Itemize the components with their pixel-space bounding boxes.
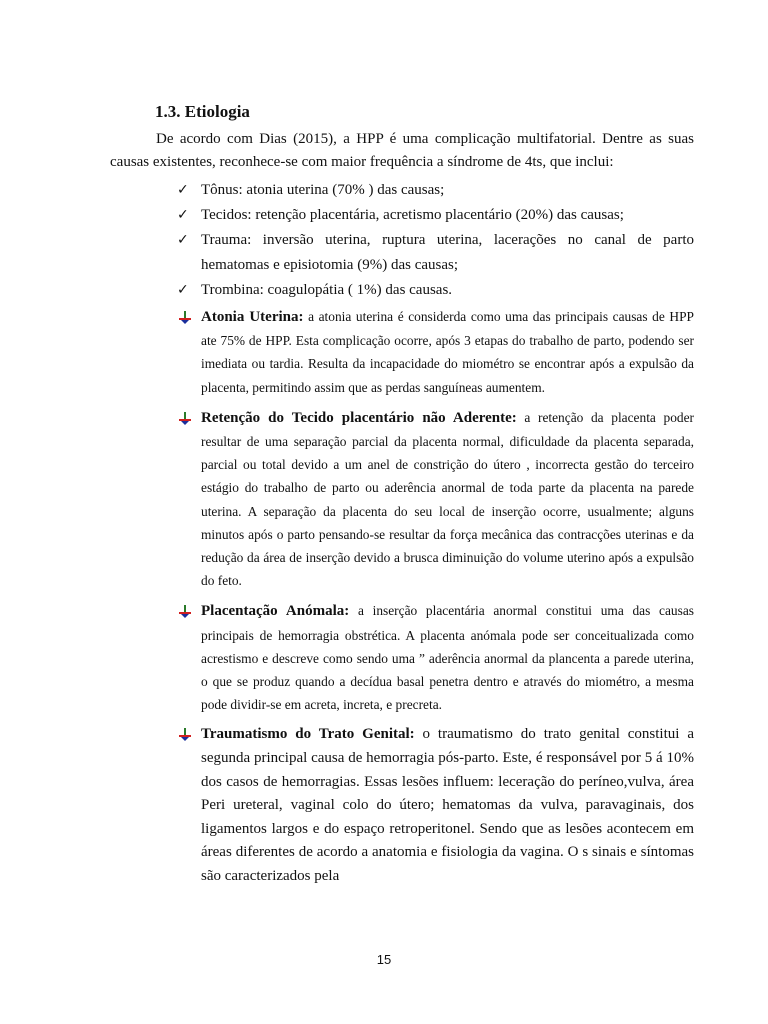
check-item-text: Tecidos: retenção placentária, acretismo placentário (20%) das causas; (201, 207, 624, 223)
bullet-item-placentacao (177, 599, 694, 716)
bullet-title: Atonia Uterina: (201, 309, 304, 325)
check-item-text: Trauma: inversão uterina, ruptura uterina, lacerações no canal de parto hematomas e episiotomia (9%) das causas; (201, 232, 694, 273)
section-heading: 1.3. Etiologia (155, 102, 250, 121)
arrow-bullet-icon (179, 412, 191, 425)
checkmark-icon: ✓ (177, 282, 189, 298)
bullet-item-atonia (177, 305, 694, 399)
bullet-item-retencao (177, 406, 694, 593)
check-item (177, 178, 694, 203)
intro-paragraph: De acordo com Dias (2015), a HPP é uma complicação multifatorial. Dentre as suas causas existentes, reconhece-se com maior frequência a síndrome de 4ts, que inclui: (110, 131, 694, 170)
checkmark-icon: ✓ (177, 207, 189, 223)
arrow-bullet-list (177, 305, 694, 896)
check-item-text: Trombina: coagulopátia ( 1%) das causas. (201, 282, 453, 298)
bullet-title: Traumatismo do Trato Genital: (201, 726, 415, 743)
bullet-title: Retenção do Tecido placentário não Aderente: (201, 409, 517, 426)
bullet-text: a inserção placentária anormal constitui uma das causas principais de hemorragia obstrética. A placenta anómala pode ser conceitualizada como acrestismo e descreve como sendo uma ” aderência anormal da plancenta a parede uterina, o que se produz quando a decídua basal penetra dentro e através do miométro, a mesma pode dividir-se em acreta, increta, e precreta. (201, 603, 694, 713)
check-item (177, 228, 694, 278)
checkmark-list (177, 178, 694, 303)
arrow-bullet-icon (179, 311, 191, 324)
checkmark-icon: ✓ (177, 182, 189, 198)
bullet-title: Placentação Anómala: (201, 603, 350, 620)
page-number: 15 (376, 952, 392, 967)
bullet-text: o traumatismo do trato genital constitui a segunda principal causa de hemorragia pós-parto. Este, é responsável por 5 á 10% dos casos de hemorragias. Essas lesões influem: leceração do períneo,vulva, área Peri ureteral, vaginal colo do útero; hematomas da vulva, paravaginais, dos ligamentos largos e do espaço retroperitonel. Sendo que as lesões acontecem em áreas diferentes de acordo a anatomia e fisiologia da vagina. O s sinais e síntomas são caracterizados pela (201, 726, 694, 885)
bullet-text: a atonia uterina é considerda como uma das principais causas de HPP ate 75% de HPP. Esta complicação ocorre, após 3 etapas do trabalho de parto, podendo ser imediata ou tardia. Resulta da incapacidade do miométro se encontrar após a expulsão da placenta, permitindo assim que as perdas sanguíneas aumentem. (201, 309, 694, 395)
check-item (177, 203, 694, 228)
bullet-text: a retenção da placenta poder resultar de uma separação parcial da placenta normal, dificuldade da placenta separada, parcial ou total devido a um anel de constrição do útero , incorrecta gestão do terceiro estágio do trabalho de parto ou aderência anormal de toda parte da placenta na parede uterina. A separação da placenta do seu local de inserção ocorre, usualmente; alguns minutos após o parto pensando-se resultar da força mecânica das contracções uterinas e da redução da área de inserção devido a brusca diminuição do volume uterino após a expulsão do feto. (201, 409, 694, 589)
checkmark-icon: ✓ (177, 232, 189, 248)
arrow-bullet-icon (179, 728, 191, 741)
check-item-text: Tônus: atonia uterina (70% ) das causas; (201, 182, 445, 198)
check-item (177, 278, 694, 303)
bullet-item-traumatismo (177, 723, 694, 888)
arrow-bullet-icon (179, 605, 191, 618)
